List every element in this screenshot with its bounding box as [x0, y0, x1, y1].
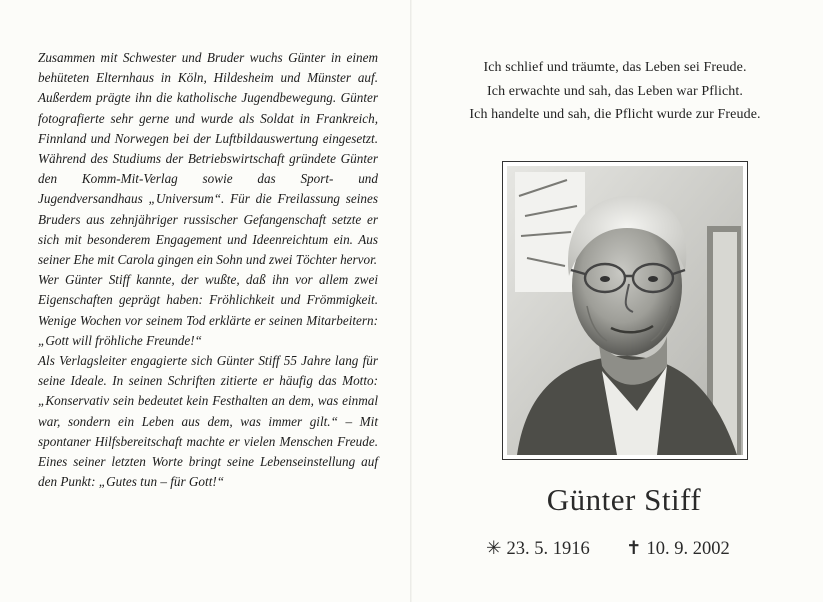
poem-line-2: Ich erwachte und sah, das Leben war Pflicht.	[487, 83, 743, 99]
poem	[430, 56, 800, 127]
birth-date-group	[486, 538, 590, 560]
death-cross-icon: ✝	[626, 539, 642, 559]
biography-column	[38, 48, 378, 492]
birth-star-icon: ✳	[486, 539, 502, 559]
portrait-photo	[507, 166, 743, 455]
deceased-name: Günter Stiff	[546, 482, 702, 517]
death-date-group	[626, 538, 730, 560]
biography-paragraph-1: Zusammen mit Schwester und Bruder wuchs Günter in einem behüteten Elternhaus in Köln, Hildesheim und Münster auf. Außerdem prägte ihn die katholische Jugendbewegung. Günter fotografierte sehr gerne und wurde als Soldat in Frankreich, Finnland und Norwegen bei der Luftbildauswertung eingesetzt. Während des Studiums der Betriebswirtschaft gründete Günter den Komm-Mit-Verlag sowie das Sport- und Jugendversandhaus „Universum“. Für die Freilassung seines Bruders aus zehnjähriger russischer Gefangenschaft setzte er sich mit besonderem Engagement und Ideenreichtum ein. Aus seiner Ehe mit Carola gingen ein Sohn und zwei Töchter hervor.	[38, 50, 378, 268]
poem-line-1: Ich schlief und träumte, das Leben sei Freude.	[483, 60, 747, 75]
birth-date: 23. 5. 1916	[506, 539, 590, 559]
portrait-frame	[502, 161, 748, 460]
biography-paragraph-3: Als Verlagsleiter engagierte sich Günter Stiff 55 Jahre lang für seine Ideale. In seinen Schriften zitierte er häufig das Motto: „Konservativ sein bedeutet kein Festhalten an dem, was einmal war, sondern ein Leben aus dem, was immer gilt.“ – Mit spontaner Hilfsbereitschaft machte er vielen Menschen Freude. Eines seiner letzten Worte bringt seine Lebenseinstellung auf den Punkt: „Gutes tun – für Gott!“	[38, 353, 378, 490]
death-date: 10. 9. 2002	[646, 539, 730, 559]
poem-line-3: Ich handelte und sah, die Pflicht wurde zur Freude.	[469, 107, 761, 122]
portrait-image	[507, 166, 743, 455]
biography-paragraph-2: Wer Günter Stiff kannte, der wußte, daß ihn vor allem zwei Eigenschaften geprägt haben: Fröhlichkeit und Frömmigkeit. Wenige Wochen vor seinem Tod erklärte er seinen Mitarbeitern: „Gott will fröhliche Freunde!“	[38, 272, 378, 348]
card-fold	[410, 0, 412, 602]
